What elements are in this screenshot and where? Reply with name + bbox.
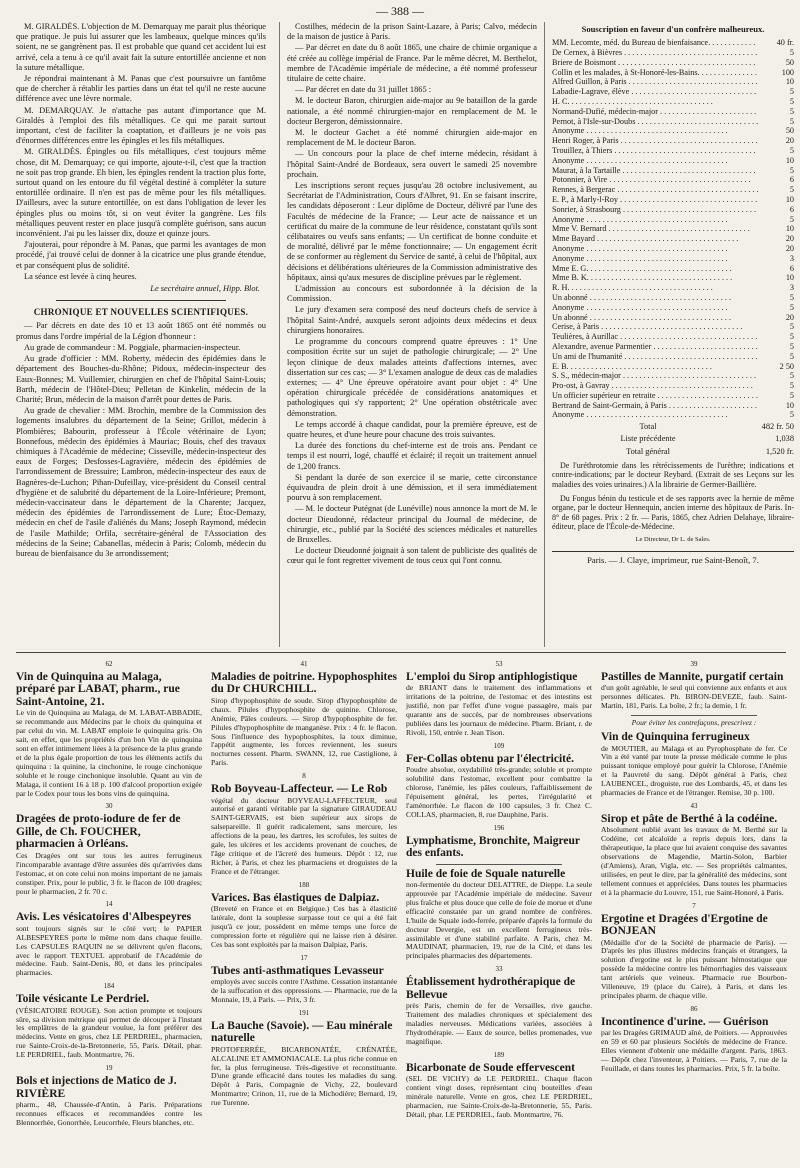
subscriber-name: Mme E. G. . . .: [552, 264, 758, 274]
subscription-amount: 5: [789, 302, 794, 312]
subscriber-name: Pro-ost, à Gavray . . .: [552, 381, 758, 391]
subscriber-name: Anonyme . . .: [552, 244, 758, 254]
subscription-amount: 5: [789, 214, 794, 224]
subscription-row: [552, 362, 794, 372]
ad-number: 17: [300, 953, 308, 962]
ad-number: 8: [302, 772, 306, 781]
advertisement: [211, 954, 397, 1005]
ad-headline: Rob Boyveau-Laffecteur. — Le Rob: [211, 783, 388, 796]
advertisement: [601, 1005, 787, 1074]
subscription-title: Souscription en faveur d'un confrère malheureux.: [581, 24, 765, 34]
ad-body: PROTOFERRÉE, BICARBONATÉE, CRÉNATÉE, ALCALINE ET AMMONIACALE. La plus riche connue en fer, la plus ferrugineuse. Très-digestive et reconstituante. D'une grande efficacité dans toutes les maladies du sang. Dépôt à Paris, Compagnie de Vichy, 22, boulevard Montmartre; Crinon, 11, rue de la Michodière; Bernard, 19, rue Turenne.: [211, 1044, 397, 1108]
ad-body: Absolument oublié avant les travaux de M. Berthé sur la Codéine, cet alcaloïde a repris depuis lors, dans la thérapeutique, la place que lui avaient conquise des savantes observations de Magendie, Martin-Solon, Barbier (d'Amiens), Aran, Vigla, etc. — Ses propriétés calmantes, utilisées, en peut le dire, par la généralité des médecins, sont tellement connues et appréciées. Dans toutes les pharmacies et à la pharmacie du Louvre, 151, rue Saint-Honoré, à Paris.: [601, 825, 787, 897]
paragraph: Le programme du concours comprend quatre épreuves : 1° Une composition écrite sur un sujet de pathologie chirurgicale; — 2° Une leçon clinique de deux malades atteints d'affections internes, avec dissertation sur ces cas; — 3° L'examen analogue de deux cas de maladies externes; — 4° Une épreuve opératoire avant pour objet : 4° Une opération chirurgicale précédée de considérations anatomiques et pathologiques qui s'y rapportent; 2° Une opération obstétricale avec démonstration.: [287, 337, 537, 418]
advertisement: [406, 824, 592, 860]
book-notices: [552, 461, 794, 532]
paragraph: Je répondrai maintenant à M. Panas que c'est poursuivre un fantôme que de chercher à rétablir les parties dans un état tel qu'il ne reste aucune différence avec une lèvre normale.: [16, 74, 266, 104]
paragraph: La séance est levée à cinq heures.: [24, 271, 137, 281]
subscription-row: [552, 97, 794, 107]
ad-headline: Dragées de proto-iodure de fer de Gille, de Ch. FOUCHER, pharmacien à Orléans.: [16, 813, 181, 851]
subscription-amount: 50: [785, 57, 794, 67]
ad-headline: Incontinence d'urine. — Guérison: [601, 1015, 769, 1028]
subscriber-name: Alexandre, avenue Parmentier . . .: [552, 342, 758, 352]
ad-body: d'un goût agréable, le seul qui convienne aux enfants et aux personnes délicates. Ph. BIRON-DEVEZE, faub. Saint-Martin, 181, Paris. La boîte, 2 fr.; la demie, 1 fr.: [601, 683, 787, 711]
advertisement: [406, 965, 592, 1046]
subscription-amount: 3: [789, 253, 794, 263]
ad-headline: Avis. Les vésicatoires d'Albespeyres: [16, 911, 192, 924]
advertisement: [406, 660, 592, 738]
subscription-row: [552, 185, 794, 195]
subscription-amount: 5: [789, 390, 794, 400]
subscriber-name: Anonyme . . .: [552, 156, 758, 166]
subscriber-name: Un abonné . . .: [552, 313, 758, 323]
subscription-amount: 20: [785, 136, 794, 146]
subscription-amount: 10: [785, 155, 794, 165]
director-line: Le Directeur, Dr L. de Sales.: [635, 536, 711, 544]
subscription-row: [552, 283, 794, 293]
ad-headline: Pastilles de Mannite, purgatif certain: [601, 670, 784, 683]
subscription-row: [552, 146, 794, 156]
subscription-amount: 50: [785, 126, 794, 136]
subscription-row: [552, 254, 794, 264]
subscription-amount: 10: [785, 194, 794, 204]
ad-number: 188: [298, 880, 310, 889]
subscriber-name: Pernot, à l'Isle-sur-Doubs . . .: [552, 117, 758, 127]
subscriber-name: Rennes, à Bergerac . . .: [552, 185, 758, 195]
advertisement: [16, 1064, 202, 1128]
ad-body: employés avec succès contre l'Asthme. Cessation instantanée de la suffocation et des oppressions. — Pharmacie, rue de la Monnaie, 19, à Paris. — Prix, 3 fr.: [211, 977, 397, 1004]
subscription-amount: 3: [789, 283, 794, 293]
ad-headline: Varices. Bas élastiques de Dalpiaz.: [211, 891, 380, 904]
subscription-row: [552, 322, 794, 332]
subscriber-name: Mme B. K. . . .: [552, 273, 758, 283]
subscription-row: [552, 381, 794, 391]
ad-number: 14: [105, 900, 113, 909]
column-2: [279, 22, 537, 647]
subscriber-name: Un ami de l'humanité . . .: [552, 352, 758, 362]
paragraph: — Par décret en date du 8 août 1865, une chaire de chimie organique a été créée au collège impérial de France. Par le même décret, M. Berthelot, membre de l'Académie impériale de médecine, a été nommé professeur titulaire de cette chaire.: [287, 43, 537, 84]
ad-headline: Vin de Quinquina ferrugineux: [601, 731, 750, 744]
subscription-amount: 2 50: [779, 361, 794, 371]
advertisement: [601, 715, 787, 798]
subscriber-name: E. P., à Marly-l-Roy . . .: [552, 195, 758, 205]
ad-headline: L'emploi du Sirop antiphlogistique: [406, 670, 578, 683]
subscription-amount: 5: [789, 332, 794, 342]
subscriber-name: Teulières, à Aurillac . . .: [552, 332, 758, 342]
previous-list-value: 1,038: [775, 434, 794, 444]
ad-headline: Sirop et pâte de Berthé à la codéine.: [601, 812, 778, 825]
advertisement: [211, 660, 397, 768]
previous-list-row: [552, 434, 794, 444]
notice: De l'uréthrotomie dans les rétrécissements de l'urèthre; indications et contre-indications; par le docteur Reybard. (Extrait de ses Leçons sur les maladies des voies urinaires.) A la librairie de Germer-Baillière.: [552, 460, 794, 490]
ad-note: Pour éviter les contrefaçons, prescrivez :: [631, 718, 757, 728]
subscription-row: [552, 136, 794, 146]
ad-number: 191: [298, 1008, 310, 1017]
subscription-row: [552, 175, 794, 185]
advertisement: [211, 1009, 397, 1108]
subscription-amount: 5: [789, 87, 794, 97]
paragraph: M. le docteur Gachet a été nommé chirurgien aide-major en remplacement de M. le docteur Baron.: [287, 128, 537, 148]
ad-body: Le vin de Quinquina au Malaga, de M. LABAT-ABBADIE, se recommande aux Médecins par le choix du quinquina et par celui du vin. M. LABAT emploie le quinquina gris. On sait, en effet, que les propriétés d'un bon Vin de quinquina sont en effet intimement liées à la présence de la plus grande et de la plus égale proportion de tous les éléments actifs du quinquina : la quinine, la cinchonine, le rouge cinchonique soluble et le rouge cinchonique insoluble. Quant au vin de Malaga, il contient 16 à 18 p. 100 d'alcool proportion exigée par le Codex pour tous les bons vins de quinquina.: [16, 708, 202, 798]
subscriber-name: Anonyme . . .: [552, 215, 758, 225]
subscriber-name: Bertrand de Saint-Germain, à Paris . . .: [552, 401, 758, 411]
paragraph: L'admission au concours est subordonnée à la décision de la Commission.: [287, 284, 537, 304]
ad-body: (Médaille d'or de la Société de pharmacie de Paris). — D'après les plus illustres médecins français et étrangers, la solution d'ergotine est le plus puissant hémostatique que possède la médecine contre les hémorrhagies des vaisseaux tant artériels que veineux. Pharmacie rue Bourbon-Villeneuve, 19 (place du Caire), à Paris, et dans les principales pharm. de chaque ville.: [601, 937, 787, 1000]
subscription-row: [552, 205, 794, 215]
advertisement: [16, 660, 202, 798]
subscription-row: [552, 156, 794, 166]
subscription-row: [552, 371, 794, 381]
ad-body: (Breveté en France et en Belgique.) Ces bas à élasticité latérale, dont la souplesse surpasse tout ce qui a été fait jusqu'à ce jour, possèdent en même temps une force de compression forte et régulière qui ne laisse rien à désirer. Ces bas sont exploités par la maison Dalpiaz, Paris.: [211, 904, 397, 949]
subscription-amount: 5: [789, 185, 794, 195]
subscriber-name: Anonyme . . .: [552, 126, 758, 136]
ad-body: de MOUTIER, au Malaga et au Pyrophosphate de fer. Ce Vin a été vanté par toute la presse médicale comme le plus puissant tonique employé pour guérir la Chlorose, l'Anémie et la Pauvreté du sang. Dépôt général à Paris, chez LAUBENCEL, droguiste, rue des Lombards, 45, et dans les pharmacies de France et de l'étranger. Remise, 30 p. 100.: [601, 743, 787, 798]
ad-body: Sirop d'hypophosphite de soude. Sirop d'hypophosphite de chaux. Pilules d'hypophosphite de quinine. Chlorose, Anémie, Pâles couleurs. — Sirop d'hypophosphite de fer. Pilules d'hypophosphite de manganèse. Prix : 4 fr. le flacon. Sous l'influence des hypophosphites, la toux diminue, l'appétit augmente, les forces reviennent, les sueurs nocturnes cessent. Pharm. SWANN, 12, rue Castiglione, à Paris.: [211, 695, 397, 768]
subscriber-name: Mme Bayard . . .: [552, 234, 758, 244]
subscription-row: [552, 126, 794, 136]
paragraph: La durée des fonctions du chef-interne est de trois ans. Pendant ce temps il est nourri, logé, chauffé et éclairé; il reçoit un traitement annuel de 1,200 francs.: [287, 441, 537, 471]
subscription-amount: 5: [789, 48, 794, 57]
advertisement: [211, 772, 397, 877]
grand-total-row: [552, 447, 794, 457]
divider: [56, 300, 226, 301]
subscriber-name: Alfred Guillon, à Paris . . .: [552, 77, 758, 87]
advertisement: [601, 902, 787, 1001]
subscription-amount: 6: [789, 204, 794, 214]
subscription-row: [552, 58, 794, 68]
subscriber-name: H. C. . . .: [552, 97, 758, 107]
subscription-amount: 5: [789, 292, 794, 302]
ad-headline: Bicarbonate de Soude effervescent: [406, 1061, 575, 1074]
subscription-amount: 5: [789, 116, 794, 126]
paragraph: — Par décrets en date des 10 et 13 août 1865 ont été nommés ou promus dans l'ordre impérial de la Légion d'honneur :: [16, 321, 266, 341]
subscription-row: [552, 352, 794, 362]
subscription-row: [552, 293, 794, 303]
subscription-row: [552, 68, 794, 78]
subscriber-name: E. B. . . .: [552, 362, 758, 372]
previous-list-label: Liste précédente: [620, 434, 676, 444]
advertisement: [406, 1051, 592, 1120]
subscription-row: [552, 332, 794, 342]
subscription-amount: 5: [789, 381, 794, 391]
paragraph: Au grade de commandeur : M. Poggiale, pharmacien-inspecteur.: [24, 342, 241, 352]
subscription-amount: 5: [789, 106, 794, 116]
divider: [631, 715, 757, 716]
subscription-amount: 5: [789, 145, 794, 155]
ad-body: par les Dragées GRIMAUD aîné, de Poitiers. — Approuvées en 59 et 60 par plusieurs Sociétés de médecine de France. Elles viennent d'obtenir une médaille d'argent. Paris, 1863. — Dépôt chez l'inventeur, à Poitiers. — Paris, 7, rue de la Feuillade, et dans toutes les pharmacies. Prix, 5 fr. la boîte.: [601, 1028, 787, 1073]
subscriber-name: Un abonné . . .: [552, 293, 758, 303]
ad-headline: Établissement hydrothérapique de Bellevue: [406, 976, 576, 1001]
ad-body: pharm., 48, Chaussée-d'Antin, à Paris. Préparations reconnues efficaces et recommandées contre les Blennorrhée, Gonorrhée, Leucorrhée, Fleurs blanches, etc.: [16, 1100, 202, 1127]
ad-headline: Toile vésicante Le Perdriel.: [16, 993, 150, 1006]
subscriber-name: Mme V. Bernard . . .: [552, 224, 758, 234]
subscription-row: [552, 87, 794, 97]
ad-column-2: [211, 658, 397, 1163]
advertisement: [601, 660, 787, 711]
ad-headline: Bols et injections de Matico de J. RIVIÈRE: [16, 1075, 177, 1100]
ad-body: (VÉSICATOIRE ROUGE). Son action prompte et toujours sûre, sa division métrique qui permet de découper à l'instant les emplâtres de la grandeur voulue, la font préférer des médecins. Vente en gros, chez LE PERDRIEL, pharmacien, rue Sainte-Croix-de-la-Bretonnerie, 55, Paris. Détail, phar. LE PERDRIEL, faub. Montmartre, 76.: [16, 1005, 202, 1060]
ad-number: 33: [495, 965, 503, 974]
ad-body: Ces Dragées ont sur tous les autres ferrugineux l'incomparable avantage d'être assurées dès qu'arrivées dans l'estomac, et on cote celui non moins important de ne jamais constiper. Prix, pour le public, 3 fr. le flacon de 100 dragées; pour le pharmacien, 2 fr. 70 c.: [16, 850, 202, 896]
subscription-amount: 10: [785, 224, 794, 234]
article-body: [16, 22, 794, 647]
paragraph: Au grade de chevalier : MM. Brochin, membre de la Commission des logements insalubres du département de la Seine; Grillot, médecin à Plombières; Babourin, professeur à l'École vétérinaire de Lyon; Bonnefous, médecin des épidémies à Mauriac; Bouis, chef des travaux chimiques à l'Académie de médecine; Cisseville, médecin-inspecteur des eaux de Forges; Desfosses-Lagravière, médecin des épidémies de l'arrondissement de Bressuire; Lambron, médecin-inspecteur des eaux de Bagnères-de-Luchon; Pihan-Dufeillay, vice-président du Conseil central d'hygiène et de salubrité du département de la Loire-Inférieure; Premont, médecin-vaccinateur dans le département de la Charente; Jacquez, médecin des épidémies de l'arrondissement de Lure; Étoc-Demazy, médecin en chef de l'asile d'aliénés du Mans; Joseph Raymond, médecin de l'asile Mathilde; Orfila, secrétaire-général de l'Association des médecins de la Seine; Cabanellas, médecin à Paris; Colomb, médecin du bureau de bienfaisance du 3e arrondissement;: [16, 406, 266, 558]
paragraph: M. DEMARQUAY. Je n'attache pas autant d'importance que M. Giraldès à l'emploi des fils métalliques. Ce qui me parait surtout important, c'est de faciliter la coaptation, et d'ailleurs je ne vois pas d'énormes différences entre les épingles et les fils métalliques.: [16, 105, 266, 146]
ad-headline: Ergotine et Dragées d'Ergotine de BONJEAN: [601, 912, 768, 938]
advertisements: [16, 658, 786, 1163]
ad-number: 53: [495, 660, 503, 668]
subscription-amount: 10: [785, 77, 794, 87]
ad-body: de BRIANT dans le traitement des inflammations et irritations de la poitrine, de l'estomac et des intestins est justifié, non par l'effet d'une vogue passagère, mais par quarante ans de succès, par de nombreuses observations publiées dans les journaux de médecine. Pharm. Briant, r. de Rivoli, 150, entrée r. Jean Tison.: [406, 683, 592, 737]
subscriber-name: Trouillez, à Thiers . . .: [552, 146, 758, 156]
paragraph: Si pendant la durée de son exercice il se marie, cette circonstance équivaudra de plein droit à une démission, et il sera immédiatement pourvu à son remplacement.: [287, 472, 537, 503]
subscription-amount: 10: [785, 400, 794, 410]
subscription-amount: 5: [789, 351, 794, 361]
subscription-row: [552, 273, 794, 283]
total-row: [552, 422, 794, 432]
subscription-row: [552, 303, 794, 313]
ad-headline: Lymphatisme, Bronchite, Maigreur des enfants.: [406, 834, 580, 860]
ad-headline: Vin de Quinquina au Malaga, préparé par LABAT, pharm., rue Saint-Antoine, 21.: [16, 670, 180, 708]
section-title: CHRONIQUE ET NOUVELLES SCIENTIFIQUES.: [33, 307, 249, 318]
subscription-row: [552, 107, 794, 117]
subscriber-name: Anonyme . . .: [552, 303, 758, 313]
advertisement: [601, 802, 787, 898]
ad-number: 189: [493, 1050, 505, 1059]
subscription-amount: 5: [789, 410, 794, 420]
subscription-row: [552, 166, 794, 176]
ad-number: 30: [105, 802, 113, 811]
subscriber-name: Maurat, à la Tartaille . . .: [552, 166, 758, 176]
paragraph: Le temps accordé à chaque candidat, pour la première épreuve, est de quatre heures, et d'une heure pour chacune des trois suivantes.: [287, 419, 537, 439]
subscriber-name: Normand-Dufié, médecin-major . . .: [552, 107, 758, 117]
ad-number: 19: [105, 1064, 113, 1073]
paragraph: J'ajouterai, pour répondre à M. Panas, que parmi les avantages de mon procédé, j'ai trouvé celui de donner à la cicatrice une plus grande étendue, et par conséquent plus de solidité.: [16, 240, 266, 270]
subscription-row: [552, 48, 794, 58]
advertisement: [406, 742, 592, 820]
subscription-row: [552, 264, 794, 274]
subscriber-name: Henri Roger, à Paris . . .: [552, 136, 758, 146]
advertisement: [406, 864, 592, 962]
subscription-amount: 6: [789, 175, 794, 185]
subscriber-name: MM. Lecomte, méd. du Bureau de bienfaisance. . . .: [552, 38, 758, 48]
subscription-list: [552, 38, 794, 420]
subscription-row: [552, 224, 794, 234]
paragraph: Les inscriptions seront reçues jusqu'au 28 octobre inclusivement, au Secrétariat de l'Administration, Cours d'Albret, 91. En se faisant inscrire, les candidats déposeront : Leur diplôme de Docteur, délivré par l'une des Facultés de médecine de la France; — Leur acte de naissance et un certificat du maire de la commune de leur résidence, constatant qu'ils sont célibataires ou veufs sans enfants; — Un certificat de bonne conduite et de moralité, délivré par le même fonctionnaire; — Un engagement écrit de se conformer au règlement du Service de santé, à celui de l'hôpital, aux décisions et délibérations ultérieures de la Commission administrative des hôpitaux, ainsi qu'aux mesures de discipline prévues par le règlement.: [287, 181, 537, 282]
secretary-signature: Le secrétaire annuel, Hipp. Blot.: [150, 284, 260, 294]
total-label: Total: [639, 422, 657, 432]
subscriber-name: Sonrier, à Strasbourg . . .: [552, 205, 758, 215]
subscription-amount: 5: [789, 165, 794, 175]
advertisement: [16, 982, 202, 1060]
subscription-row: [552, 313, 794, 323]
paragraph: M. GIRALDÈS. Épingles ou fils métalliques, c'est toujours même chose, dit M. Demarquay; ce qui importe, ajoute-t-il, c'est que la traction ne soit pas trop grande. Eh bien, les épingles rendent la traction plus forte, surtout quand on les entoure du fil végétal destiné à compléter la suture entortillée ordinaire. Il n'en est pas de même pour les fils métalliques. D'ailleurs, avec la suture entortillée, on est dans l'obligation de lever les épingles plus ou moins tôt, si on veut éviter la gangrène. Les fils métalliques peuvent rester en place jusqu'à complète guérison, sans aucun inconvénient. J'ai pu les laisser dix, douze et quinze jours.: [16, 147, 266, 239]
paragraph: Le docteur Dieudonné joignait à son talent de publiciste des qualités de cœur qui le font regretter vivement de tous ceux qui l'ont connu.: [287, 546, 537, 566]
subscriber-name: S. S., médecin-major . . .: [552, 371, 758, 381]
ad-number: 7: [692, 901, 696, 910]
subscription-amount: 20: [785, 312, 794, 322]
advertisement: [16, 802, 202, 896]
subscriber-name: Labadie-Lagrave, élève . . .: [552, 87, 758, 97]
subscription-amount: 20: [785, 243, 794, 253]
paragraph: M. GIRALDÈS. L'objection de M. Demarquay me parait plus théorique que pratique. Je puis lui assurer que les lambeaux, quelque minces qu'ils soient, ne se gangrènent pas. Il est probable que quand cet accident lui est arrivé, cela a tenu à ce qu'il avait fait la suture entortillée ancienne et non la suture métallique.: [16, 22, 266, 72]
subscription-amount: 20: [785, 234, 794, 244]
ad-number: 196: [493, 823, 505, 832]
grand-total-value: 1,520 fr.: [765, 446, 794, 456]
subscription-row: [552, 342, 794, 352]
subscription-amount: 10: [785, 273, 794, 283]
notice: Du Fongus bénin du testicule et de ses rapports avec la hernie de même organe, par le docteur Hennequin, ancien interne des hôpitaux de Paris. In-8° de 68 pages. Prix : 2 fr. — Paris, 1865, chez Adrien Delahaye, libraire-éditeur, place de l'École-de-Médecine.: [552, 493, 794, 532]
paragraph: — M. le docteur Putégnat (de Lunéville) nous annonce la mort de M. le docteur Dieudonné, rédacteur principal du Journal de médecine, de chirurgie, etc., publié par la Société des sciences médicales et naturelles de Bruxelles.: [287, 504, 537, 544]
total-value: 482 fr. 50: [761, 422, 794, 432]
subscription-row: [552, 195, 794, 205]
ad-column-4: [601, 658, 787, 1163]
printer-line: Paris. — J. Claye, imprimeur, rue Saint-Benoît, 7.: [552, 551, 794, 565]
divider: [16, 652, 786, 653]
column-1: [16, 22, 266, 647]
subscription-amount: 5: [789, 341, 794, 351]
ad-body: non-fermentée du docteur DELATTRE, de Dieppe. La seule approuvée par l'Académie impériale de médecine. Saveur plus fraîche et plus douce que celle de foie de morue et d'une efficacité constatée par un grand nombre de confrères. L'huile de Squale iodo-ferrée, préparée d'après la formule du docteur Devergie, est un excellent ferrugineux très-assimilable et d'une stabilité parfaite. A Paris, chez M. MAUDINAT, pharmacien, 19, rue de la Cité, et dans les principales pharmacies des départements.: [406, 880, 592, 961]
subscription-amount: 5: [789, 371, 794, 381]
ad-number: 39: [690, 660, 698, 668]
ad-number: 109: [493, 741, 505, 750]
paragraph: Costilhes, médecin de la prison Saint-Lazare, à Paris; Calvo, médecin de la maison de justice à Paris.: [287, 22, 537, 42]
paragraph: M. le docteur Baron, chirurgien aide-major au 9e bataillon de la garde nationale, a été nommé chirurgien-major en remplacement de M. le docteur Bergeron, démissionnaire.: [287, 96, 537, 126]
paragraph: Le jury d'examen sera composé des neuf docteurs chefs de service à l'hôpital Saint-André, auxquels seront adjoints deux médecins et deux chirurgiens honoraires.: [287, 305, 537, 335]
ad-number: 184: [103, 982, 115, 991]
subscription-row: [552, 244, 794, 254]
ad-body: (SEL DE VICHY) de LE PERDRIEL. Chaque flacon contient vingt doses, représentant cinq bouteilles d'eau minérale naturelle. Vente en gros, chez LE PERDRIEL, pharmacien, rue Sainte-Croix-de-la-Bretonnerie, 55, Paris. Détail, phar. LE PERDRIEL, faub. Montmartre, 76.: [406, 1074, 592, 1119]
subscriber-name: Briere de Boismont . . .: [552, 58, 758, 68]
ad-number: 62: [105, 660, 113, 668]
subscriber-name: R. H. . . .: [552, 283, 758, 293]
paragraph: — Un concours pour la place de chef interne médecin, résidant à l'hôpital Saint-André de Bordeaux, sera ouvert le samedi 25 novembre prochain.: [287, 149, 537, 179]
ad-headline: Huile de foie de Squale naturelle: [406, 867, 566, 880]
subscription-amount: 40 fr.: [776, 38, 794, 48]
subscription-row: [552, 234, 794, 244]
advertisement: [211, 881, 397, 950]
page-number: — 388 —: [376, 4, 424, 18]
divider: [436, 864, 562, 865]
ad-headline: La Bauche (Savoie). — Eau minérale naturelle: [211, 1019, 393, 1045]
subscription-row: [552, 77, 794, 87]
ad-headline: Maladies de poitrine. Hypophosphites du Dr CHURCHILL.: [211, 670, 397, 696]
column-3: [544, 22, 794, 647]
subscription-row: [552, 215, 794, 225]
ad-number: 43: [690, 801, 698, 810]
ad-body: près Paris, chemin de fer de Versailles, rive gauche. Traitement des maladies chroniques et spécialement des maladies nerveuses. Médications variées, associées à l'hydrothérapie. — Eaux de source, belles promenades, vue magnifique.: [406, 1001, 592, 1046]
ad-number: 86: [690, 1004, 698, 1013]
subscription-amount: 5: [789, 322, 794, 332]
grand-total-label: Total général: [626, 446, 670, 456]
paragraph: Au grade d'officier : MM. Roberty, médecin des épidémies dans le département des Bouches-du-Rhône; Pidoux, médecin-inspecteur des Eaux-Bonnes; M. Vuillemier, chirurgien en chef de l'hôpital Saint-Louis; Barth, médecin de l'Hôtel-Dieu; Pelletan de Kinkelin, médecin de la Charité; Brun, médecin de la maison d'arrêt pour dettes de Paris.: [16, 354, 266, 404]
ad-number: 41: [300, 660, 308, 668]
ad-body: Poudre absolue, oxydabilité très-grande; soluble et prompte solubilité dans l'estomac, excellent pour combattre la chlorose, l'anémie, les pâles couleurs, l'affaiblissement de l'épuisement général, les pertes, l'irrégularité et l'aménorrhée. Le flacon de 100 capsules, 3 fr. Chez C. COLLAS, pharmacien, 8, rue Dauphine, Paris.: [406, 765, 592, 819]
ad-column-3: [406, 658, 592, 1163]
paragraph: — Par décret en date du 31 juillet 1865 :: [295, 85, 432, 95]
subscription-amount: 6: [789, 263, 794, 273]
ad-headline: Tubes anti-asthmatiques Levasseur: [211, 964, 384, 977]
subscriber-name: Cerise, à Paris . . .: [552, 322, 758, 332]
subscriber-name: Anonyme . . .: [552, 254, 758, 264]
subscriber-name: Un officier supérieur en retraite . . .: [552, 391, 758, 401]
ad-column-1: [16, 658, 202, 1163]
subscription-row: [552, 117, 794, 127]
subscriber-name: Potonnier, à Vire . . .: [552, 175, 758, 185]
subscription-row: [552, 410, 794, 420]
ad-body: végétal du docteur BOYVEAU-LAFFECTEUR, seul autorisé et garanti véritable par la signature GIRAUDEAU SAINT-GERVAIS, est bien supérieur aux sirops de salsepareille. Il guérit radicalement, sans mercure, les affections de la peau, les dartres, les scrofules, les suites de gale, les ulcères et les accidents provenant de couches, de l'âge critique et de l'âcreté des humeurs. Dépôt : 12, rue Richer, à Paris, et chez les pharmaciens et droguistes de la France et de l'étranger.: [211, 795, 397, 876]
subscription-row: [552, 401, 794, 411]
subscription-amount: 5: [789, 96, 794, 106]
subscription-row: [552, 391, 794, 401]
subscriber-name: Anonyme . . .: [552, 410, 758, 420]
advertisement: [16, 900, 202, 978]
subscription-amount: 100: [781, 67, 794, 77]
subscription-row: [552, 38, 794, 48]
subscriber-name: De Cernex, à Bièvres . . .: [552, 48, 758, 58]
ad-body: sont toujours signés sur le côté vert; le PAPIER ALBESPEYRES porte le même nom dans chaque feuille. Les CAPSULES RAQUIN ne se délivrent qu'en flacons, avec le rapport TEXTUEL approbatif de l'Académie de médecine. Faub. Saint-Denis, 80, et dans les principales pharmacies.: [16, 923, 202, 978]
subscriber-name: Collin et les malades, à St-Honoré-les-Bains. . . .: [552, 68, 758, 78]
ad-headline: Fer-Collas obtenu par l'électricité.: [406, 752, 574, 765]
